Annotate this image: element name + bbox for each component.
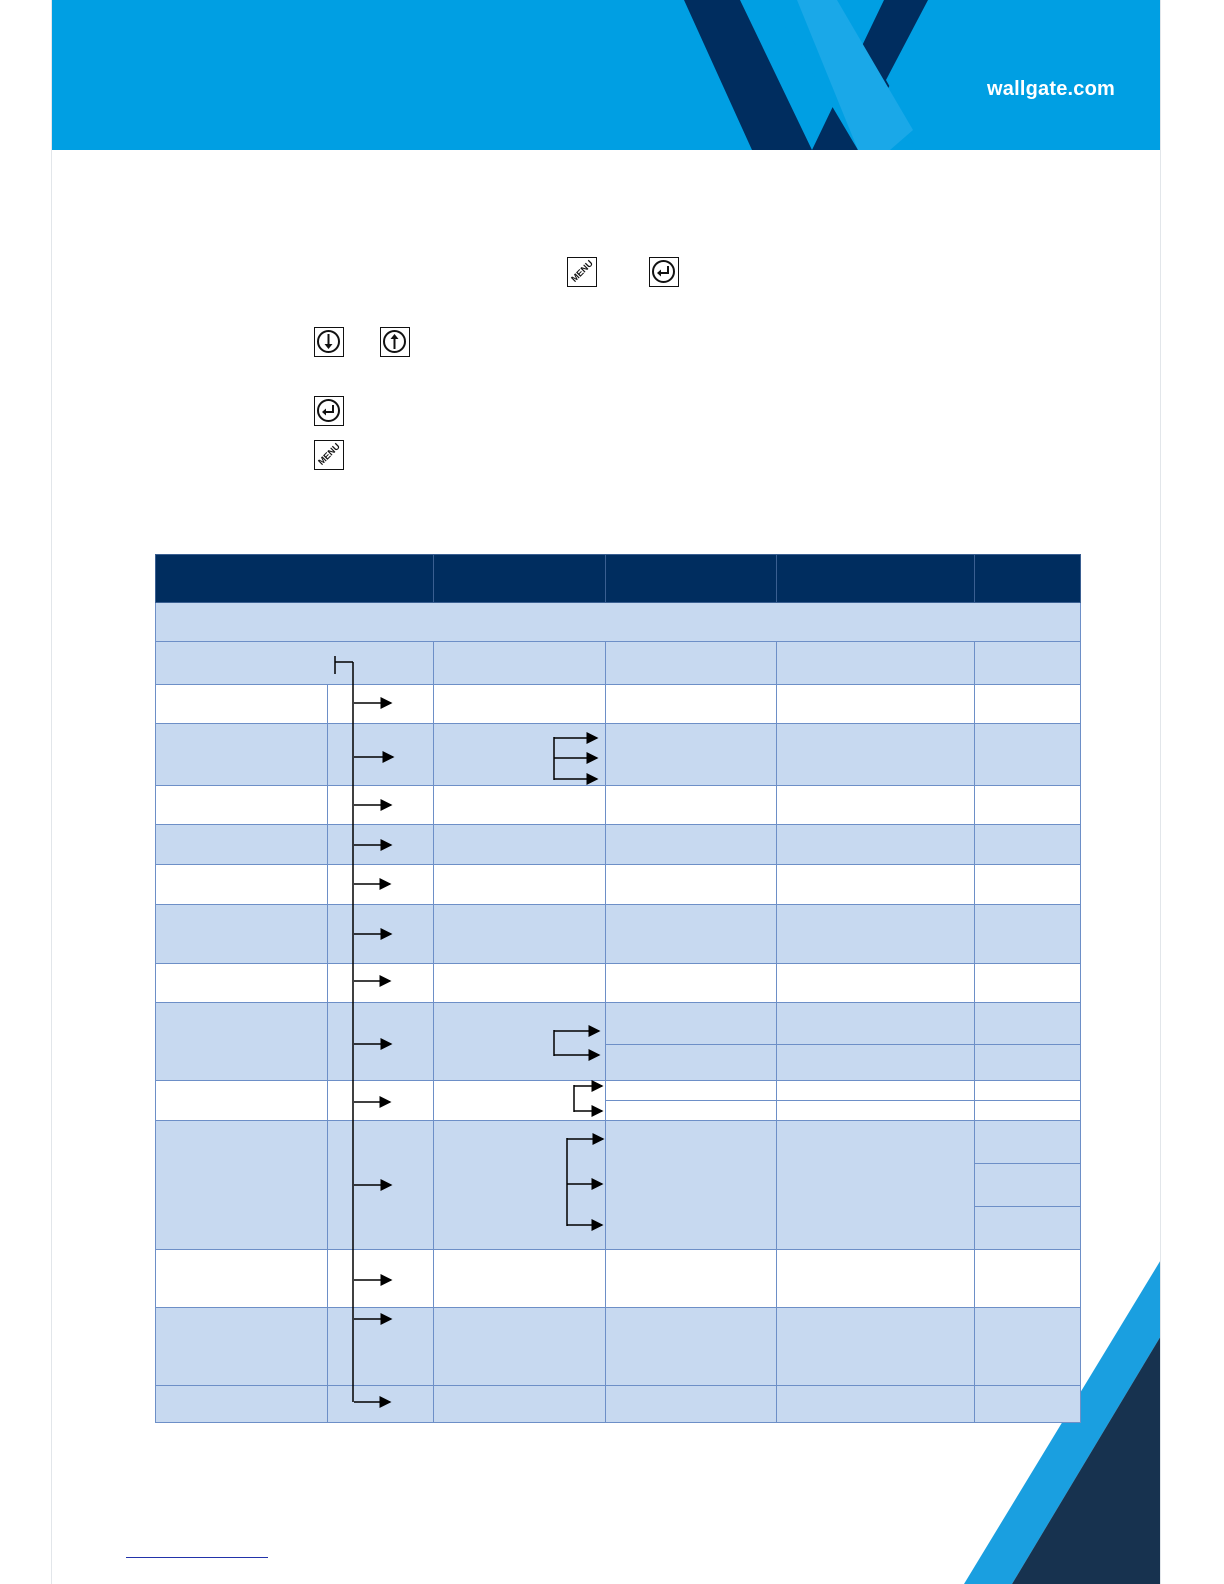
table-header-row (156, 555, 1081, 603)
document-page (51, 0, 1161, 1584)
menu-key-label-2: MENU (316, 441, 342, 467)
menu-structure-table (155, 554, 1081, 1423)
header-cell-3 (606, 555, 777, 603)
menu-key-icon-2 (314, 440, 344, 470)
table-row (156, 724, 1081, 786)
up-arrow-key-icon (380, 327, 410, 357)
table-row (156, 786, 1081, 825)
table-row (156, 905, 1081, 964)
table-row (156, 1250, 1081, 1308)
table-row (156, 1081, 1081, 1101)
down-arrow-key-icon (314, 327, 344, 357)
table-row (156, 865, 1081, 905)
menu-key-label: MENU (569, 258, 595, 284)
enter-key-icon-2 (314, 396, 344, 426)
header-cell-1 (156, 555, 434, 603)
table-row (156, 1308, 1081, 1386)
header-cell-4 (777, 555, 975, 603)
header-cell-5 (975, 555, 1081, 603)
table-row (156, 685, 1081, 724)
table-row (156, 964, 1081, 1003)
table-row (156, 1003, 1081, 1045)
enter-key-icon (649, 257, 679, 287)
table-row (156, 1121, 1081, 1164)
table-row (156, 1386, 1081, 1423)
table-section-row (156, 603, 1081, 642)
table-row (156, 642, 1081, 685)
menu-key-icon (567, 257, 597, 287)
table-row (156, 825, 1081, 865)
header-cell-2 (434, 555, 606, 603)
footer-link-underline[interactable] (126, 1557, 268, 1558)
site-url[interactable]: wallgate.com (987, 78, 1115, 100)
